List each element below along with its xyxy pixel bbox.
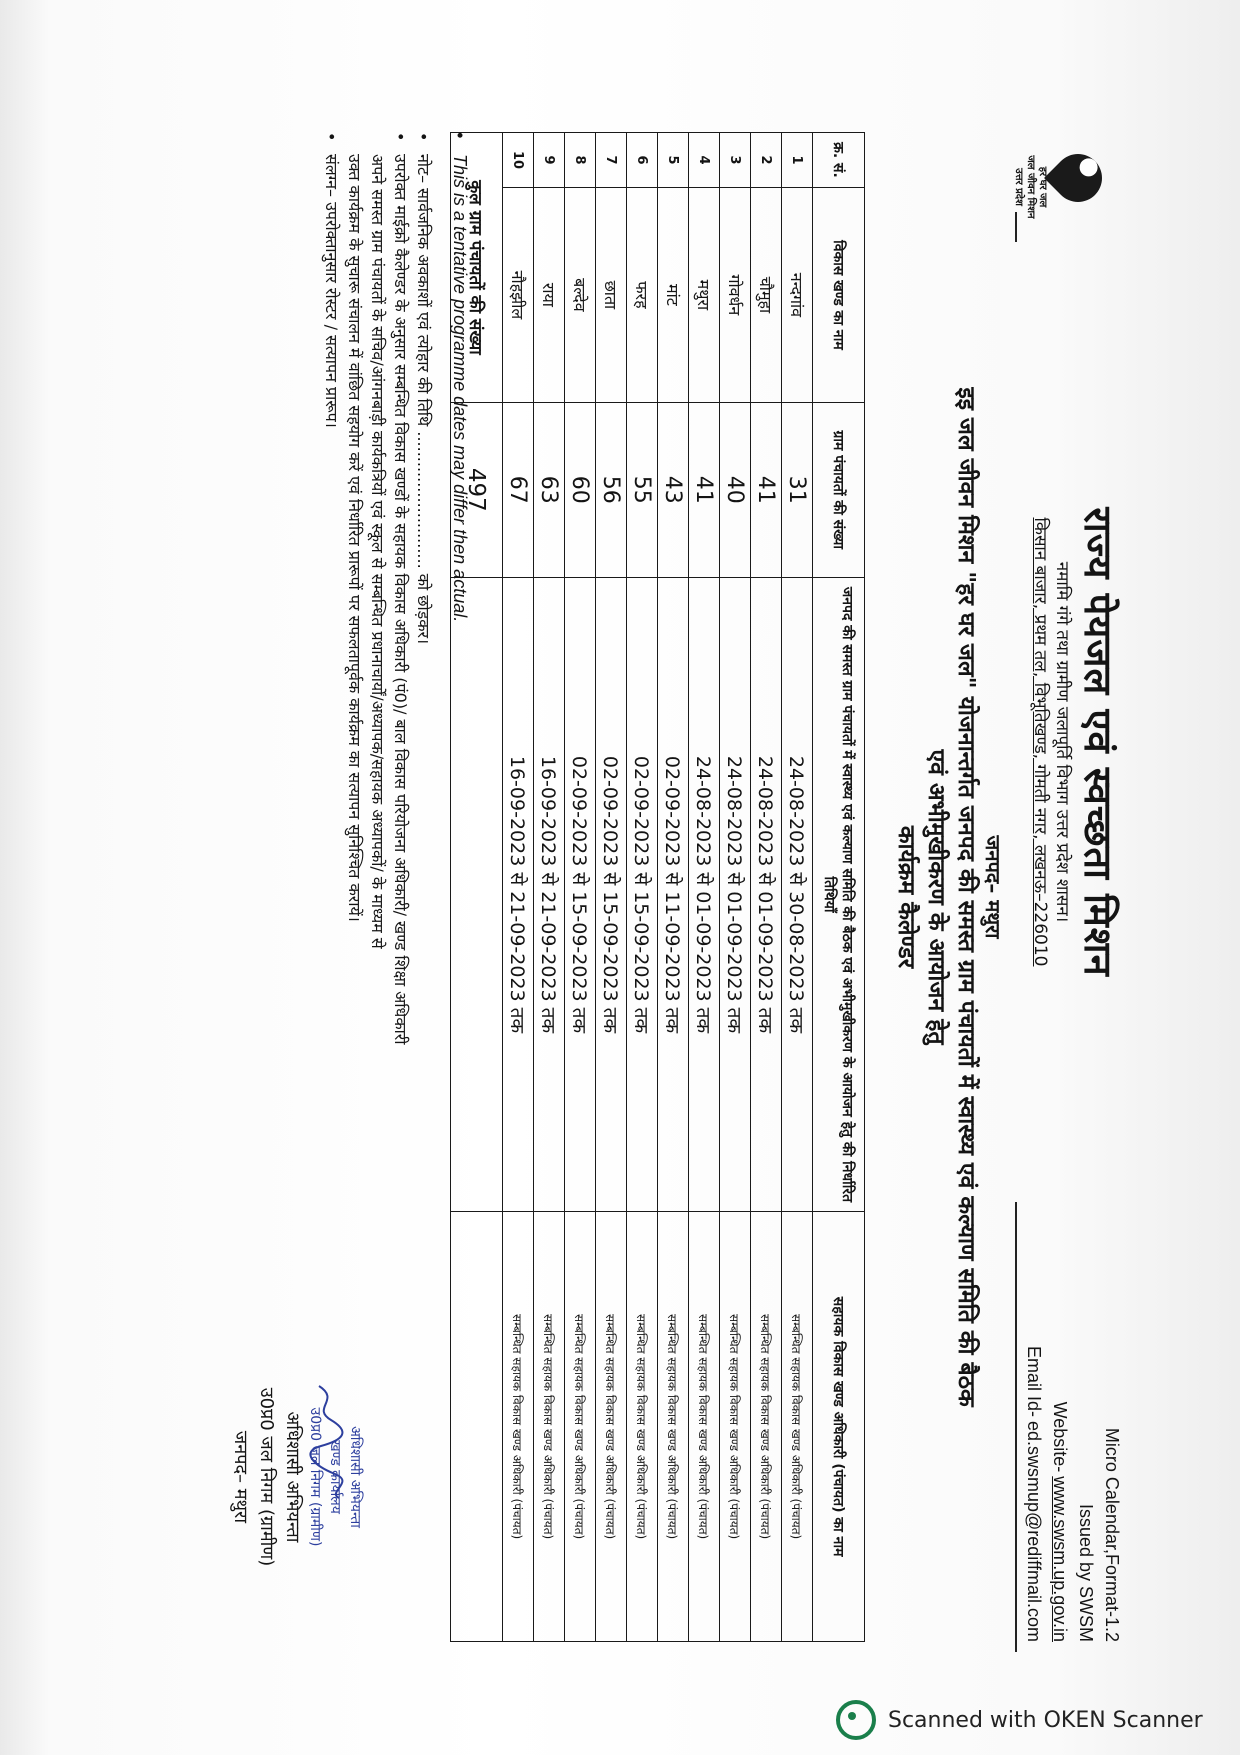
cell-count: 43 (658, 402, 689, 577)
table-row (596, 133, 627, 1642)
cell-sno: 8 (565, 133, 596, 188)
cell-sno: 7 (596, 133, 627, 188)
table-header-row (813, 133, 865, 1642)
table-row (627, 133, 658, 1642)
cell-block: गोवर्धन (720, 187, 751, 402)
signatory-district: जनपद– मथुरा (230, 1430, 251, 1524)
cell-count: 60 (565, 402, 596, 577)
cell-block: नौहझील (503, 187, 534, 402)
note-instructions-line-2: अपने समस्त ग्राम पंचायतों के सचिव/आंगनबाड़ी कार्यकत्रियों एवं स्कूल से सम्बन्धित प्रधानाचार्यों/अध्यापक/सहायक अध्यापकों/ के माध्यम से (368, 154, 387, 949)
cell-block: मथुरा (689, 187, 720, 402)
cell-sno: 2 (751, 133, 782, 188)
cell-dates: 24-08-2023 से 30-08-2023 तक (782, 577, 813, 1212)
cell-officer: सम्बन्धित सहायक विकास खण्ड अधिकारी (पंचायत) (751, 1212, 782, 1642)
website-link[interactable]: www.swsm.up.gov.in (1050, 1476, 1070, 1642)
cell-block: मांट (658, 187, 689, 402)
handwritten-signature (309, 1382, 345, 1502)
scanner-logo-icon (836, 1700, 876, 1740)
table-row (565, 133, 596, 1642)
cell-sno: 10 (503, 133, 534, 188)
email-address[interactable]: ed.swsmup@rediffmail.com (1024, 1420, 1044, 1642)
cell-officer: सम्बन्धित सहायक विकास खण्ड अधिकारी (पंचायत) (503, 1212, 534, 1642)
stamp-line-1: अधिशासी अभियन्ता (347, 1426, 363, 1528)
signatory-title: अधिशासी अभियन्ता (282, 1411, 303, 1543)
col-header-block: विकास खण्ड का नाम (813, 187, 865, 402)
jal-jeevan-mission-logo (1012, 132, 1117, 242)
cell-dates: 24-08-2023 से 01-09-2023 तक (689, 577, 720, 1212)
col-header-officer: सहायक विकास खण्ड अधिकारी (पंचायत) का नाम (813, 1212, 865, 1642)
logo-text-3: उत्तर प्रदेश (1013, 168, 1024, 206)
department-line: नमामि गंगे तथा ग्रामीण जलापूर्ति विभाग उत्तर प्रदेश शासन। (1052, 561, 1072, 923)
total-label: कुल ग्राम पंचायतों की संख्या (451, 133, 503, 403)
cell-block: फरह (627, 187, 658, 402)
table-row (782, 133, 813, 1642)
cell-block: चौमुहा (751, 187, 782, 402)
cell-officer: सम्बन्धित सहायक विकास खण्ड अधिकारी (पंचायत) (565, 1212, 596, 1642)
table-row (720, 133, 751, 1642)
cell-count: 41 (751, 402, 782, 577)
website-line (1047, 1322, 1073, 1642)
cell-block: छाता (596, 187, 627, 402)
water-drop-icon (1044, 144, 1112, 212)
col-header-count: ग्राम पंचायतों की संख्या (813, 402, 865, 577)
cell-sno: 9 (534, 133, 565, 188)
note-instructions-line-3: उक्त कार्यक्रम के सुचारू संचालन में वांछित सहयोग करें एवं निर्धारित प्रारूपों पर सफलतापूर्वक कार्यक्रम का सत्यापन सुनिश्चित करायें। (345, 154, 364, 922)
header-divider-left (1015, 212, 1017, 242)
title-line-1: इइ जल जीवन मिशन "हर घर जल" योजनान्तर्गत जनपद की समस्त ग्राम पंचायतों में स्वास्थ्य एवं कल्याण समिति की बैठक (953, 387, 979, 1407)
logo-text-2: जल जीवन मिशन (1025, 155, 1036, 219)
note-attachment: • संलग्न– उपरोक्तानुसार रोस्टर / सत्यापन प्रारूप। (320, 132, 343, 1092)
logo-text-1: हर घर जल (1037, 166, 1048, 208)
cell-dates: 24-08-2023 से 01-09-2023 तक (751, 577, 782, 1212)
notes-section (320, 132, 435, 1092)
format-label: Micro Calendar,Format-1.2 (1102, 1427, 1122, 1642)
header-divider-right (1015, 1202, 1017, 1652)
note-instructions-line-1: • उपरोक्त माईक्रो कैलेण्डर के अनुसार सम्बन्धित विकास खण्डों के सहायक विकास अधिकारी (पं0)/ बाल विकास परियोजना अधिकारी/ खण्ड शिक्षा अधिकारी (389, 132, 412, 1092)
col-header-dates: जनपद की समस्त ग्राम पंचायतों में स्वास्थ्य एवं कल्याण समिति की बैठक एवं अभीमुखीकरण के आयोजन हेतु की निर्धारित तिथियाँ (813, 577, 865, 1212)
document-title (891, 142, 981, 1652)
district-line: जनपद– मथुरा (981, 835, 1005, 939)
cell-block: बल्देव (565, 187, 596, 402)
cell-dates: 16-09-2023 से 21-09-2023 तक (503, 577, 534, 1212)
address-line: किसान बाजार, प्रथम तल, विभूतिखण्ड, गोमती नगर, लखनऊ–226010 (1030, 517, 1050, 967)
cell-sno: 5 (658, 133, 689, 188)
cell-dates: 02-09-2023 से 15-09-2023 तक (596, 577, 627, 1212)
total-value: 497 (451, 402, 503, 577)
cell-officer: सम्बन्धित सहायक विकास खण्ड अधिकारी (पंचायत) (689, 1212, 720, 1642)
total-empty-officer (451, 1212, 503, 1642)
calendar-table (450, 132, 865, 1642)
cell-sno: 3 (720, 133, 751, 188)
table-row (658, 133, 689, 1642)
signatory-department: उ0प्र0 जल निगम (ग्रामीण) (256, 1387, 277, 1567)
email-line (1021, 1322, 1047, 1642)
table-row (503, 133, 534, 1642)
cell-dates: 02-09-2023 से 11-09-2023 तक (658, 577, 689, 1212)
cell-count: 55 (627, 402, 658, 577)
cell-dates: 02-09-2023 से 15-09-2023 तक (565, 577, 596, 1212)
tentative-note: • This is a tentative programme dates may differ then actual. (449, 132, 470, 622)
cell-officer: सम्बन्धित सहायक विकास खण्ड अधिकारी (पंचायत) (596, 1212, 627, 1642)
cell-count: 41 (689, 402, 720, 577)
cell-count: 40 (720, 402, 751, 577)
cell-count: 67 (503, 402, 534, 577)
email-label: Email Id- (1024, 1345, 1044, 1417)
cell-officer: सम्बन्धित सहायक विकास खण्ड अधिकारी (पंचायत) (720, 1212, 751, 1642)
total-empty-dates (451, 577, 503, 1212)
title-line-3: कार्यक्रम कैलेण्डर (893, 825, 919, 969)
cell-officer: सम्बन्धित सहायक विकास खण्ड अधिकारी (पंचायत) (534, 1212, 565, 1642)
cell-officer: सम्बन्धित सहायक विकास खण्ड अधिकारी (पंचायत) (658, 1212, 689, 1642)
cell-count: 56 (596, 402, 627, 577)
cell-count: 63 (534, 402, 565, 577)
table-row (689, 133, 720, 1642)
cell-sno: 1 (782, 133, 813, 188)
scanner-text: Scanned with OKEN Scanner (888, 1707, 1203, 1733)
cell-count: 31 (782, 402, 813, 577)
format-info (1021, 1322, 1125, 1642)
stamp-line-2: खण्ड कार्यालय (327, 1440, 343, 1514)
website-label: Website- (1050, 1401, 1070, 1473)
table-row (534, 133, 565, 1642)
rotated-document (135, 122, 1135, 1652)
org-title: राज्य पेयजल एवं स्वच्छता मिशन (1076, 507, 1120, 977)
signature-block (227, 1312, 365, 1642)
cell-dates: 02-09-2023 से 15-09-2023 तक (627, 577, 658, 1212)
cell-block: राया (534, 187, 565, 402)
cell-block: नन्दगांव (782, 187, 813, 402)
issued-by: Issued by SWSM (1076, 1503, 1096, 1642)
cell-dates: 24-08-2023 से 01-09-2023 तक (720, 577, 751, 1212)
table-row (751, 133, 782, 1642)
scanner-watermark (836, 1700, 1203, 1740)
cell-dates: 16-09-2023 से 21-09-2023 तक (534, 577, 565, 1212)
cell-officer: सम्बन्धित सहायक विकास खण्ड अधिकारी (पंचायत) (782, 1212, 813, 1642)
cell-officer: सम्बन्धित सहायक विकास खण्ड अधिकारी (पंचायत) (627, 1212, 658, 1642)
note-holidays: • नोट– सार्वजनिक अवकाशों एवं त्योहार की तिथि ........................... को छोड़कर। (412, 132, 435, 1092)
cell-sno: 6 (627, 133, 658, 188)
stamp-line-3: उ0प्र0 जल निगम (ग्रामीण) (307, 1407, 323, 1547)
col-header-sno: क्र. सं. (813, 133, 865, 188)
title-line-2: एवं अभीमुखीकरण के आयोजन हेतु (923, 749, 949, 1045)
official-stamp (305, 1312, 365, 1642)
letterhead (1029, 242, 1125, 1242)
cell-sno: 4 (689, 133, 720, 188)
